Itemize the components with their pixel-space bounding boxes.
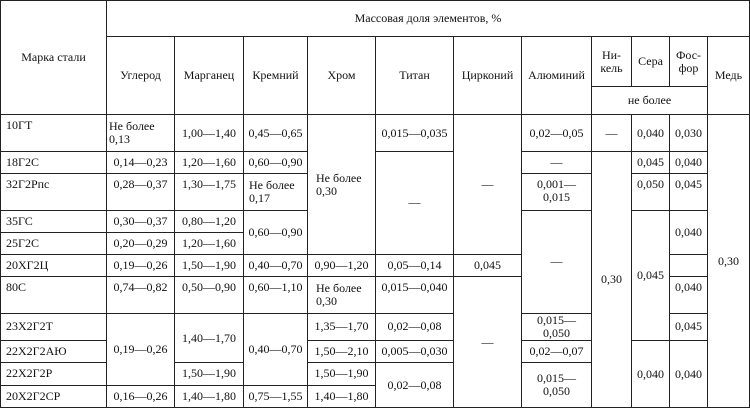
header-phosphorus: Фос- фор bbox=[670, 37, 708, 87]
grade-cell: 23Х2Г2Т bbox=[1, 313, 107, 340]
copper-cell: 0,30 bbox=[708, 115, 750, 408]
header-zirconium: Цирконий bbox=[454, 37, 522, 115]
sulfur-cell: 0,040 bbox=[632, 115, 670, 151]
grade-cell: 22Х2Г2АЮ bbox=[1, 341, 107, 363]
phosphorus-cell: 0,040 bbox=[670, 151, 708, 173]
manganese-cell: 1,20—1,60 bbox=[175, 232, 244, 254]
carbon-cell: 0,19—0,26 bbox=[107, 255, 175, 277]
manganese-cell: 1,30—1,75 bbox=[175, 174, 244, 210]
header-aluminium: Алюминий bbox=[522, 37, 592, 115]
header-sulfur: Сера bbox=[632, 37, 670, 87]
titanium-cell: 0,02—0,08 bbox=[376, 313, 454, 340]
phosphorus-cell: 0,040 bbox=[670, 341, 708, 408]
nickel-cell: — bbox=[592, 115, 632, 151]
chromium-cell: 1,40—1,80 bbox=[308, 385, 376, 407]
titanium-cell: — bbox=[376, 151, 454, 254]
phosphorus-cell: 0,040 bbox=[670, 210, 708, 255]
header-copper: Медь bbox=[708, 37, 750, 115]
silicon-cell: 0,40—0,70 bbox=[244, 313, 308, 385]
header-titanium: Титан bbox=[376, 37, 454, 115]
silicon-cell: 0,45—0,65 bbox=[244, 115, 308, 151]
silicon-cell: 0,60—0,90 bbox=[244, 210, 308, 255]
aluminium-cell: — bbox=[522, 210, 592, 313]
manganese-cell: 1,50—1,90 bbox=[175, 363, 244, 385]
carbon-cell: Не более 0,13 bbox=[107, 115, 175, 151]
aluminium-cell: 0,001—0,015 bbox=[522, 174, 592, 210]
header-mass-fraction: Массовая доля элементов, % bbox=[107, 1, 750, 37]
grade-cell: 32Г2Рпс bbox=[1, 174, 107, 210]
silicon-cell: 0,60—0,90 bbox=[244, 151, 308, 173]
phosphorus-cell: 0,045 bbox=[454, 255, 522, 277]
titanium-cell: 0,02—0,08 bbox=[376, 363, 454, 408]
silicon-cell: Не более 0,17 bbox=[244, 174, 308, 210]
header-chromium: Хром bbox=[308, 37, 376, 115]
phosphorus-cell: 0,045 bbox=[670, 313, 708, 340]
header-grade: Марка стали bbox=[1, 1, 107, 115]
sulfur-cell: 0,045 bbox=[632, 210, 670, 341]
header-not-more: не более bbox=[592, 87, 708, 115]
silicon-cell: 0,40—0,70 bbox=[244, 255, 308, 277]
header-carbon: Углерод bbox=[107, 37, 175, 115]
manganese-cell: 1,40—1,70 bbox=[175, 313, 244, 363]
manganese-cell: 1,20—1,60 bbox=[175, 151, 244, 173]
chromium-cell: Не более 0,30 bbox=[308, 115, 376, 255]
grade-cell: 22Х2Г2Р bbox=[1, 363, 107, 385]
header-manganese: Марганец bbox=[175, 37, 244, 115]
chromium-cell: 1,50—2,10 bbox=[308, 341, 376, 363]
chromium-cell: 1,50—1,90 bbox=[308, 363, 376, 385]
manganese-cell: 1,50—1,90 bbox=[175, 255, 244, 277]
zirconium-cell: 0,05—0,14 bbox=[376, 255, 454, 277]
grade-cell: 20Х2Г2СР bbox=[1, 385, 107, 407]
grade-cell: 20ХГ2Ц bbox=[1, 255, 107, 277]
carbon-cell: 0,74—0,82 bbox=[107, 277, 175, 313]
header-nickel: Ни- кель bbox=[592, 37, 632, 87]
aluminium-cell: 0,02—0,07 bbox=[522, 341, 592, 363]
grade-cell: 18Г2С bbox=[1, 151, 107, 173]
silicon-cell: 0,60—1,10 bbox=[244, 277, 308, 313]
chromium-cell: 1,35—1,70 bbox=[308, 313, 376, 340]
aluminium-cell: 0,02—0,05 bbox=[522, 115, 592, 151]
titanium-cell: 0,005—0,030 bbox=[376, 341, 454, 363]
manganese-cell: 0,80—1,20 bbox=[175, 210, 244, 232]
manganese-cell: 1,00—1,40 bbox=[175, 115, 244, 151]
aluminium-cell: 0,015—0,050 bbox=[522, 313, 592, 340]
sulfur-cell: 0,040 bbox=[632, 341, 670, 408]
grade-cell: 10ГТ bbox=[1, 115, 107, 151]
titanium-cell: 0,015—0,040 bbox=[376, 277, 454, 313]
chromium-cell: 0,90—1,20 bbox=[308, 255, 376, 277]
grade-cell: 35ГС bbox=[1, 210, 107, 232]
zirconium-cell: — bbox=[454, 277, 522, 408]
silicon-cell: 0,75—1,55 bbox=[244, 385, 308, 407]
sulfur-cell: 0,050 bbox=[632, 174, 670, 210]
sulfur-cell: 0,045 bbox=[632, 151, 670, 173]
carbon-cell: 0,20—0,29 bbox=[107, 232, 175, 254]
aluminium-cell: 0,015—0,050 bbox=[522, 363, 592, 408]
phosphorus-cell: 0,045 bbox=[670, 174, 708, 210]
carbon-cell: 0,28—0,37 bbox=[107, 174, 175, 210]
grade-cell: 80С bbox=[1, 277, 107, 313]
aluminium-cell: — bbox=[522, 151, 592, 173]
header-silicon: Кремний bbox=[244, 37, 308, 115]
carbon-cell: 0,14—0,23 bbox=[107, 151, 175, 173]
carbon-cell: 0,19—0,26 bbox=[107, 313, 175, 385]
manganese-cell: 1,40—1,80 bbox=[175, 385, 244, 407]
carbon-cell: 0,30—0,37 bbox=[107, 210, 175, 232]
zirconium-cell: — bbox=[454, 115, 522, 255]
phosphorus-cell: 0,040 bbox=[670, 277, 708, 313]
phosphorus-cell: 0,030 bbox=[670, 115, 708, 151]
manganese-cell: 0,50—0,90 bbox=[175, 277, 244, 313]
titanium-cell: 0,015—0,035 bbox=[376, 115, 454, 151]
grade-cell: 25Г2С bbox=[1, 232, 107, 254]
carbon-cell: 0,16—0,26 bbox=[107, 385, 175, 407]
nickel-cell: 0,30 bbox=[592, 151, 632, 407]
chromium-cell: Не более 0,30 bbox=[308, 277, 376, 313]
